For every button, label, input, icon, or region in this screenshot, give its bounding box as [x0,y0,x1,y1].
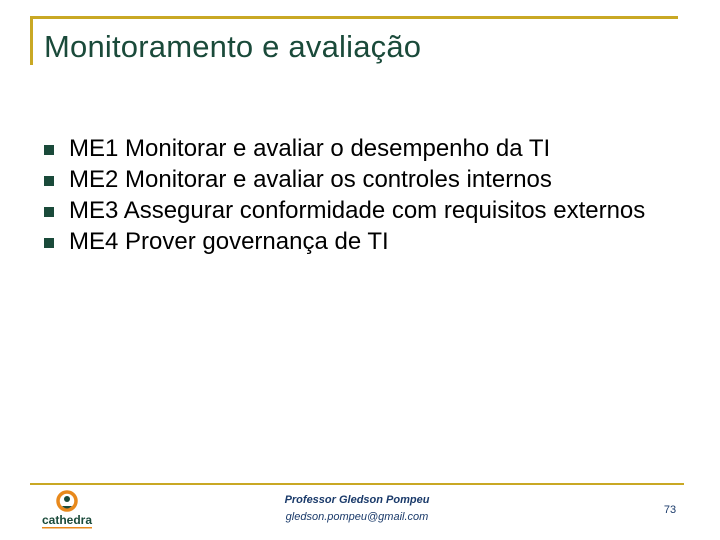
bullet-item-me2 [44,165,684,195]
footer-email: gledson.pompeu@gmail.com [285,511,429,523]
square-bullet-icon [44,176,54,186]
page-number: 73 [663,504,677,516]
bullet-item-me4 [44,227,684,257]
square-bullet-icon [44,238,54,248]
bullet-item-me1 [44,134,684,164]
bullet-text: ME4 Prover governança de TI [69,228,389,255]
slide-title: Monitoramento e avaliação [44,29,422,64]
square-bullet-icon [44,207,54,217]
logo-text: cathedra [41,513,93,527]
bullet-text: ME3 Assegurar conformidade com requisitos externos [69,197,646,224]
bullet-list [44,134,684,258]
footer-author-block [240,493,474,524]
bullet-text: ME2 Monitorar e avaliar os controles internos [69,166,552,193]
bullet-text: ME1 Monitorar e avaliar o desempenho da TI [69,135,551,162]
cathedra-logo [34,488,100,532]
title-frame-top-line [30,16,678,19]
title-frame-left-line [30,16,33,65]
footer-divider [30,483,684,485]
square-bullet-icon [44,145,54,155]
footer-author: Professor Gledson Pompeu [284,494,430,506]
bullet-item-me3 [44,196,684,226]
